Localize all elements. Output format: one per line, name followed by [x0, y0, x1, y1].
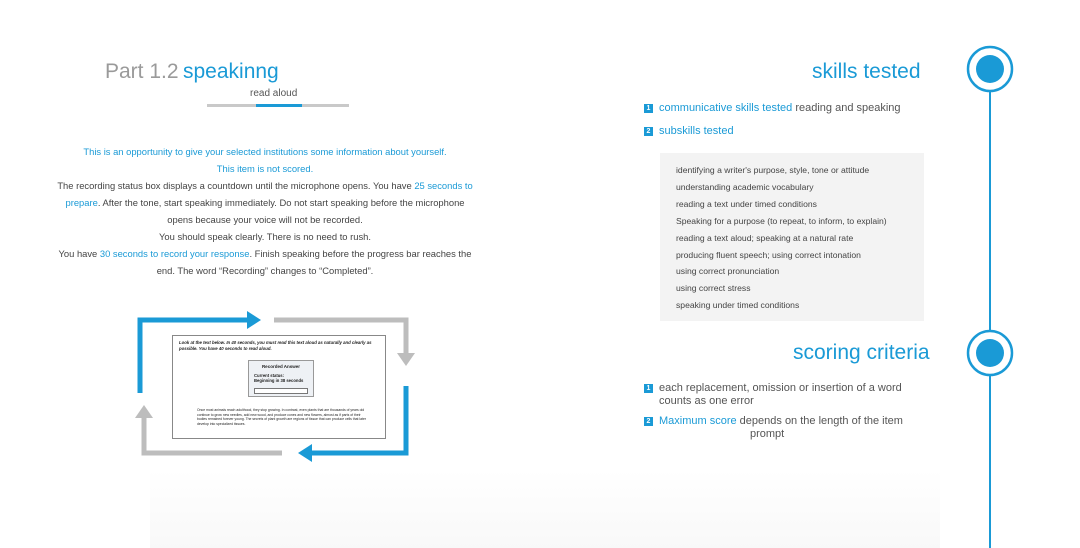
recording-status-box	[248, 360, 314, 397]
instruction-speak-clearly: You should speak clearly. There is no need to rush.	[159, 231, 371, 242]
timeline-node-dot-1	[976, 55, 1004, 83]
title-part-number: Part 1.2	[105, 60, 179, 83]
instruction-countdown: The recording status box displays a countdown until the microphone opens. You have 25 seconds to prepare. After the tone, start speaking immediately. Do not start speaking before the microphone opens because your voice will not be recorded.	[57, 180, 473, 225]
number-badge: 2	[644, 127, 653, 136]
criterion-item-1: 1 each replacement, omission or insertion of a word counts as one error	[644, 382, 944, 408]
criterion-item-2: 2 Maximum score depends on the length of the item prompt	[644, 415, 944, 441]
background-fade	[150, 470, 940, 548]
arrowhead-gray-left	[135, 405, 153, 418]
timeline-node-dot-2	[976, 339, 1004, 367]
instructions	[55, 143, 475, 279]
number-badge: 2	[644, 417, 653, 426]
arrowhead-gray-right	[397, 353, 415, 366]
screen-instructions: Look at the text below. In 40 seconds, you must read this text aloud as naturally and clearly as possible. You have 40 seconds to read aloud.	[179, 340, 372, 351]
list-item: understanding academic vocabulary	[676, 181, 814, 192]
prepare-time: 25 seconds to prepare	[65, 180, 473, 208]
list-item: using correct pronunciation	[676, 266, 780, 277]
recording-status	[254, 373, 303, 383]
record-time: 30 seconds to record your response	[99, 248, 250, 259]
timeline	[960, 35, 1020, 548]
instruction-intro: This is an opportunity to give your selected institutions some information about yourself.	[83, 146, 447, 157]
test-screen-thumbnail	[172, 335, 386, 439]
skill-item-communicative: 1 communicative skills tested reading and speaking	[644, 102, 901, 114]
scoring-criteria-title: scoring criteria	[793, 341, 930, 364]
screen-passage: Once most animals reach adulthood, they stop growing. In contrast, even plants that are thousands of years old continue to grow new needles, add new wood, and produce cones and new flowers, almost as if parts of their bodies remained forever young. The secrets of plant growth are regions of tissue that can produce cells that later develop into specialized tissues.	[197, 408, 366, 426]
status-value: Beginning in 38 seconds	[254, 378, 304, 383]
list-item: producing fluent speech; using correct intonation	[676, 249, 861, 260]
skill-item-subskills: 2 subskills tested	[644, 125, 734, 137]
status-label: Current status:	[254, 373, 285, 378]
number-badge: 1	[644, 104, 653, 113]
progress-bar	[254, 388, 308, 394]
recording-box-title: Recorded Answer	[261, 364, 301, 369]
subskills-panel	[660, 153, 924, 321]
title-speaking: speakinng	[183, 60, 279, 83]
skills-tested-title: skills tested	[812, 60, 921, 83]
arrowhead-blue-top	[247, 311, 261, 329]
instruction-not-scored: This item is not scored.	[216, 163, 314, 174]
arrowhead-blue-bottom	[298, 444, 312, 462]
subskills-list	[660, 153, 924, 314]
list-item: speaking under timed conditions	[676, 300, 800, 311]
list-item: Speaking for a purpose (to repeat, to inform, to explain)	[676, 215, 887, 226]
list-item: using correct stress	[676, 283, 751, 294]
subtitle-read-aloud: read aloud	[250, 88, 298, 99]
list-item: identifying a writer's purpose, style, tone or attitude	[676, 165, 870, 175]
page-title	[105, 60, 365, 84]
title-underline-accent	[256, 104, 302, 107]
list-item: reading a text under timed conditions	[676, 198, 817, 209]
list-item: reading a text aloud; speaking at a natural rate	[676, 232, 854, 243]
number-badge: 1	[644, 384, 653, 393]
instruction-record: You have 30 seconds to record your response. Finish speaking before the progress bar reaches the end. The word “Recording” changes to “Completed”.	[58, 248, 472, 276]
